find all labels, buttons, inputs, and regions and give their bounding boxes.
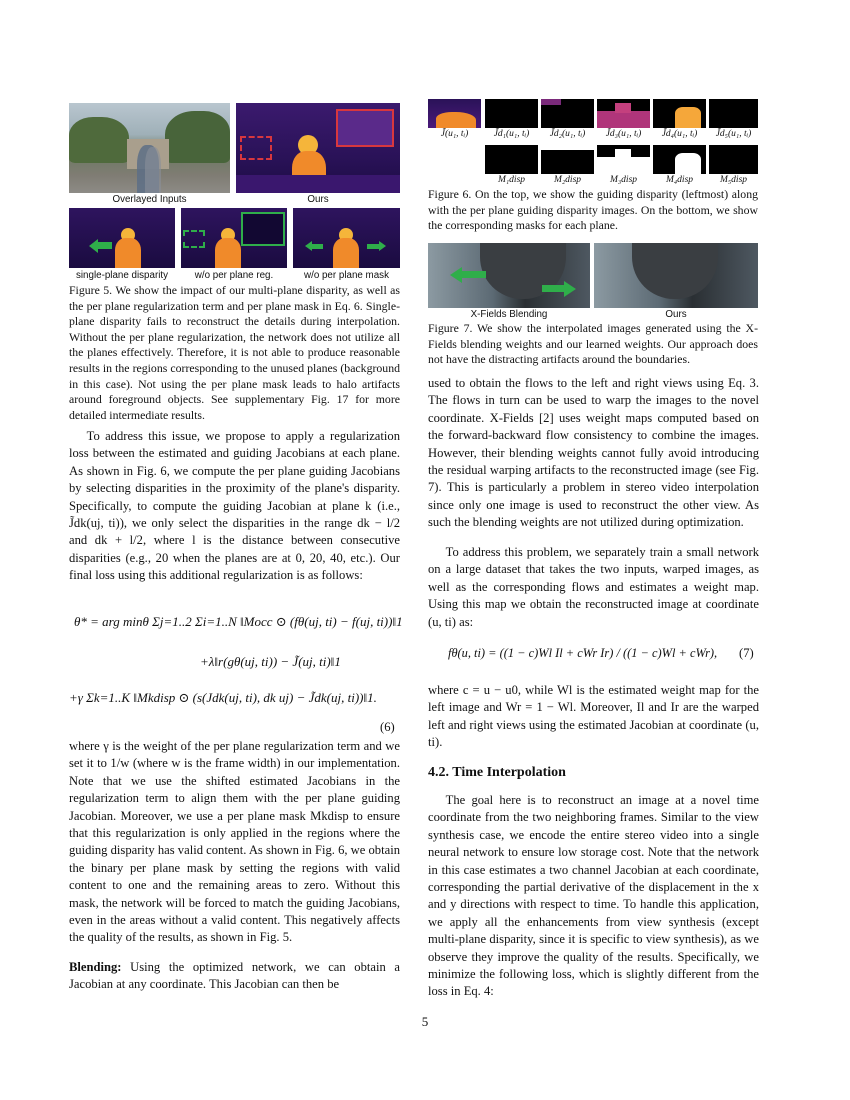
fig6-caption: Figure 6. On the top, we show the guiding disparity (leftmost) along with the per plane guiding disparity images. On the bottom, we show the corresponding masks for each plane. bbox=[428, 187, 758, 233]
eq7-number: (7) bbox=[739, 646, 754, 660]
section-heading-time-interpolation: 4.2. Time Interpolation bbox=[428, 765, 566, 780]
right-paragraph-3: where c = u − u0, while Wl is the estimated weight map for the left image and Wr = 1 − Wl. Moreover, Il and Ir are the warped left and right views using the estimated Jacobian at coordinate (u, ti). bbox=[428, 683, 759, 750]
fig6-guiding-disparity-image bbox=[428, 99, 481, 128]
fig6-mask3-image bbox=[597, 145, 650, 174]
fig7-ours-image bbox=[594, 243, 758, 308]
fig6-mask1-image bbox=[485, 145, 538, 174]
fig6-label-3: J̃d₃(u₁, tᵢ) bbox=[605, 129, 642, 139]
fig6-label-2: J̃d₂(u₁, tᵢ) bbox=[549, 129, 586, 139]
right-paragraph-4: The goal here is to reconstruct an image at a novel time coordinate from the two neighboring frames. Similar to the view synthesis case, we encode the entire stereo video into a single neural network to ensure low storage cost. Note that the network in this case estimates a two channel Jacobian at each coordinate, corresponding the partial derivative of the displacement in the x and y directions with respect to time. To handle this application, we apply all the enhancements from view synthesis (except multi-plane disparity, since it is specific to view synthesis), as we observe they improve the quality of the results. Specifically, we minimize the following loss, which is slightly different from the loss in Eq. 4: bbox=[428, 793, 759, 999]
fig5-label-ours: Ours bbox=[307, 194, 329, 205]
fig5-label-overlayed: Overlayed Inputs bbox=[112, 194, 187, 205]
fig6-plane3-image bbox=[597, 99, 650, 128]
eq6-line-3: +γ Σk=1..K ‖Mkdisp ⊙ (s(Jdk(uj, ti), dk uj) − J̃dk(uj, ti))‖1. bbox=[69, 690, 377, 705]
fig6-label-4: J̃d₄(u₁, tᵢ) bbox=[661, 129, 698, 139]
right-paragraph-1: used to obtain the flows to the left and right views using Eq. 3. The flows in turn can be used to warp the images to the novel coordinate. X-Fields [2] uses weight maps computed based on the forward-backward flow consistency to combine the images. However, their blending weights cannot fully avoid introducing the residual warping artifacts to the reconstructed image (see Fig. 7). This is particularly a problem in stereo video interpolation since only one image is used to reconstruct the other view. As such the blending weights are not utilized during optimization. bbox=[428, 376, 759, 530]
fig5-label-womask: w/o per plane mask bbox=[304, 270, 389, 281]
fig6-plane5-image bbox=[709, 99, 758, 128]
right-paragraph-2: To address this problem, we separately train a small network on a large dataset that takes the two inputs, warped images, as well as the corresponding flows and estimates a weight map. Using this map we obtain the reconstructed image at coordinate (u, ti) as: bbox=[428, 545, 759, 629]
fig6-label-0: J̃(u₁, tᵢ) bbox=[440, 129, 469, 139]
left-paragraph-3 bbox=[69, 959, 400, 994]
fig5-label-single: single-plane disparity bbox=[75, 270, 169, 281]
eq7-formula: fθ(u, ti) = ((1 − c)Wl Il + cWr Ir) / ((1 − c)Wl + cWr), bbox=[448, 646, 718, 660]
fig6-plane4-image bbox=[653, 99, 706, 128]
blending-heading: Blending: bbox=[69, 960, 122, 974]
fig6-label-1: J̃d₁(u₁, tᵢ) bbox=[493, 129, 530, 139]
fig6-mask2-image bbox=[541, 145, 594, 174]
fig5-overlayed-inputs-image bbox=[69, 103, 230, 193]
fig7-label-ours: Ours bbox=[665, 309, 687, 320]
fig6-mask5-image bbox=[709, 145, 758, 174]
fig6-mask-label-1: M₁disp bbox=[497, 175, 526, 185]
fig5-caption: Figure 5. We show the impact of our multi-plane disparity, as well as the per plane regularization term and per plane mask in Eq. 6. Single-plane disparity fails to reconstruct the details during interpolation. Without the per plane regularization, the network does not utilize all the planes effectively. Therefore, it is not able to produce reasonable results in the regions corresponding to the unused planes (background in this case). Not using the per plane mask leads to halo artifacts around foreground objects. See supplementary Fig. 17 for more detailed intermediate results. bbox=[69, 283, 400, 422]
page-number: 5 bbox=[421, 1014, 429, 1029]
eq6-line-2: +λ‖r(gθ(uj, ti)) − J̃(uj, ti)‖1 bbox=[200, 654, 341, 669]
fig6-mask4-image bbox=[653, 145, 706, 174]
fig6-mask-label-4: M₄disp bbox=[665, 175, 694, 185]
fig6-mask-label-3: M₃disp bbox=[609, 175, 638, 185]
left-paragraph-1: To address this issue, we propose to apply a regularization loss between the estimated and guiding Jacobians at each plane. As shown in Fig. 6, we compute the per plane guiding Jacobians by selecting disparities in the proximity of the plane's disparity. Specifically, to compute the guiding Jacobian at plane k (i.e., J̃dk(uj, ti)), we only select the disparities in the range dk − l/2 and dk + l/2, where l is the distance between consecutive disparities (e.g., 20 when the planes are at 0, 20, 40, etc.). Our final loss using this additional regularization is as follows: bbox=[69, 429, 400, 583]
fig7-xfields-image bbox=[428, 243, 590, 308]
fig5-label-woreg: w/o per plane reg. bbox=[194, 270, 274, 281]
left-paragraph-2: where γ is the weight of the per plane regularization term and we set it to 1/w (where w is the frame width) in our implementation. Note that we use the shifted estimated Jacobians in the regularization term to align them with the per plane guiding Jacobian. Moreover, we use a per plane mask Mkdisp to ensure that this regularization is only applied in the regions where the guiding disparity has valid content. As shown in Fig. 6, we obtain the binary per plane mask by setting the regions with valid content to one and the remaining areas to zero. Without this mask, the network will be forced to match the guiding Jacobians, even in the areas without a valid content. This negatively affects the quality of the results, as shown in Fig. 5. bbox=[69, 739, 400, 945]
eq6-line-1: θ* = arg minθ Σj=1..2 Σi=1..N ‖Mocc ⊙ (fθ(uj, ti) − f(uj, ti))‖1 bbox=[74, 614, 403, 629]
fig7-caption: Figure 7. We show the interpolated images generated using the X-Fields blending weights and our learned weights. Our approach does not have the distracting artifacts around the boundaries. bbox=[428, 321, 758, 367]
fig6-mask-label-5: M₅disp bbox=[719, 175, 748, 185]
fig6-label-5: J̃d₅(u₁, tᵢ) bbox=[715, 129, 752, 139]
fig6-plane1-image bbox=[485, 99, 538, 128]
fig6-plane2-image bbox=[541, 99, 594, 128]
fig6-mask-label-2: M₂disp bbox=[553, 175, 582, 185]
fig7-label-xfields: X-Fields Blending bbox=[470, 309, 548, 320]
fig5-single-plane-image bbox=[69, 208, 175, 268]
eq6-number: (6) bbox=[380, 720, 395, 734]
fig5-wo-reg-image bbox=[181, 208, 287, 268]
fig5-ours-image bbox=[236, 103, 400, 193]
fig5-wo-mask-image bbox=[293, 208, 400, 268]
blending-text: Using the optimized network, we can obtain a Jacobian at any coordinate. This Jacobian can then be bbox=[69, 960, 400, 992]
